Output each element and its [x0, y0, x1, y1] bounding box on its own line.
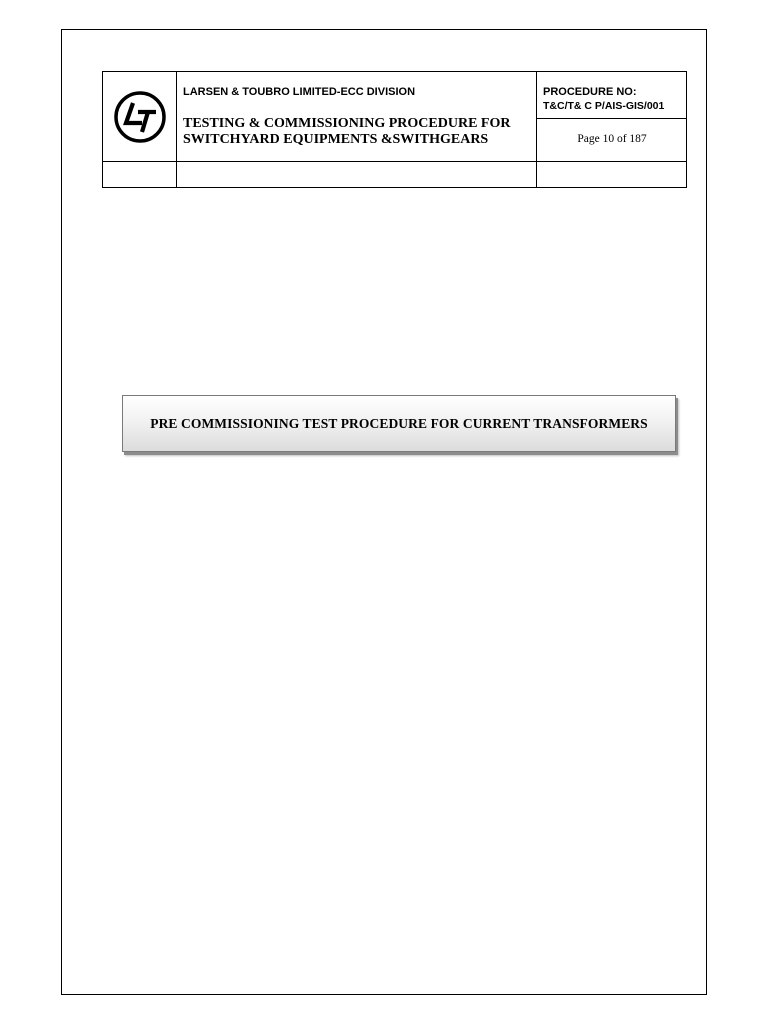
header-divider-bottom-row — [103, 161, 686, 162]
header-divider-left — [176, 72, 177, 187]
document-header-table — [102, 71, 687, 188]
page-number: Page 10 of 187 — [577, 133, 647, 145]
company-name: LARSEN & TOUBRO LIMITED-ECC DIVISION — [183, 86, 416, 98]
header-divider-right — [536, 72, 537, 187]
procedure-label: PROCEDURE NO: — [543, 86, 637, 98]
document-title-line-1: TESTING & COMMISSIONING PROCEDURE FOR — [183, 116, 511, 131]
section-title-box — [122, 395, 676, 452]
document-title — [183, 116, 533, 148]
procedure-number: T&C/T& C P/AIS-GIS/001 — [543, 100, 665, 112]
document-title-line-2: SWITCHYARD EQUIPMENTS &SWITHGEARS — [183, 132, 489, 147]
company-logo — [103, 72, 176, 161]
section-title: PRE COMMISSIONING TEST PROCEDURE FOR CURRENT TRANSFORMERS — [150, 415, 648, 431]
lt-logo-icon — [112, 89, 168, 145]
header-divider-procedure — [536, 118, 686, 119]
